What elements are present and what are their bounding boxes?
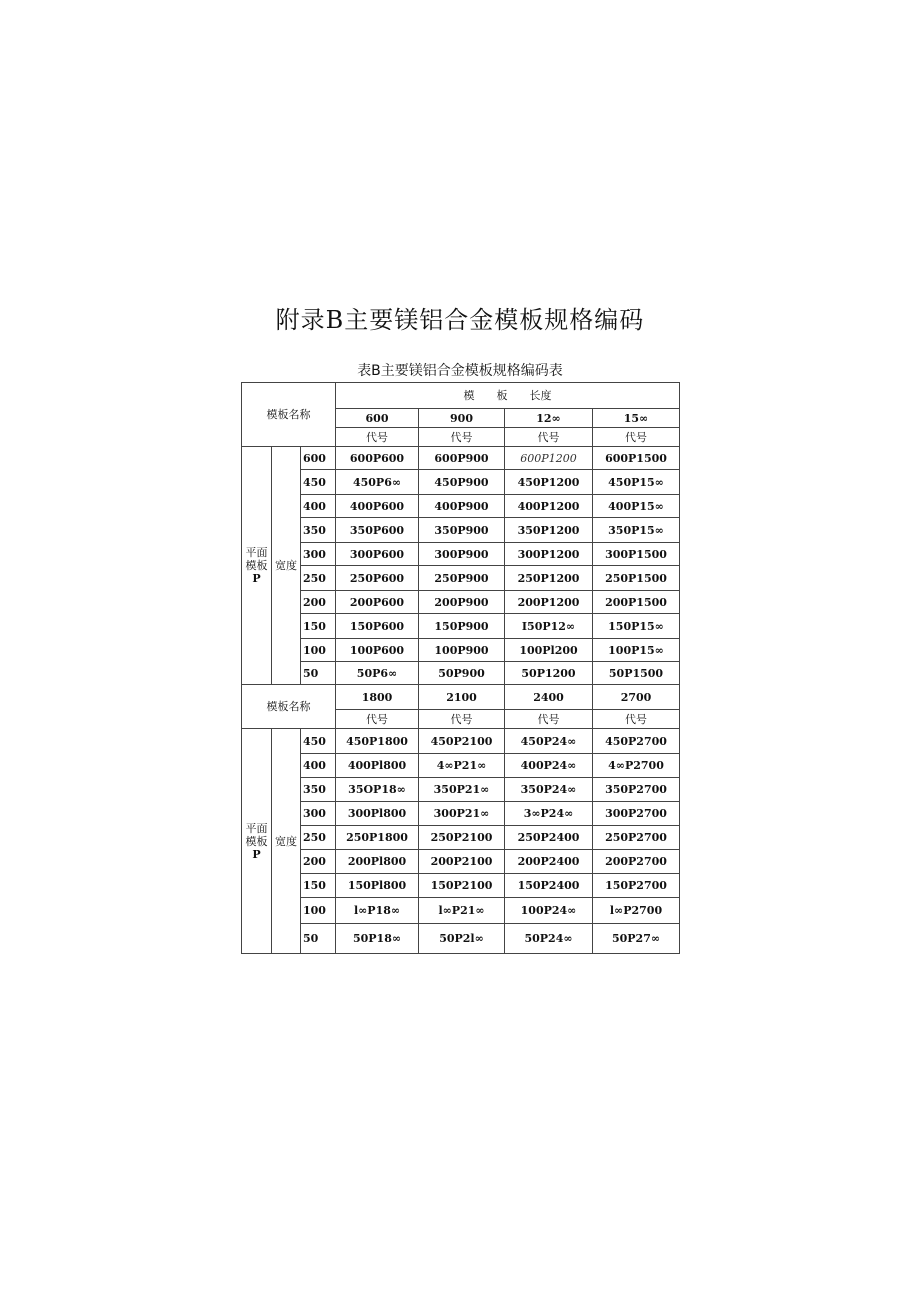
code-cell: 300P2700 [593,802,680,826]
code-cell: 350P2700 [593,778,680,802]
code-cell: 450P15∞ [593,470,680,495]
code-cell: 100P900 [419,639,505,662]
code-cell: 150P2100 [419,874,505,898]
code-cell: 150P2700 [593,874,680,898]
length-value: 2100 [419,685,505,710]
width-value: 250 [301,826,336,850]
width-value: 300 [301,543,336,566]
width-value: 150 [301,874,336,898]
category-line: 模板 [245,834,268,848]
code-label: 代号 [593,428,680,447]
code-cell: 35OP18∞ [336,778,419,802]
code-label: 代号 [505,428,593,447]
code-cell: 450P2100 [419,729,505,754]
code-cell: 250P2400 [505,826,593,850]
code-cell: 350P15∞ [593,518,680,543]
code-cell: 200P2400 [505,850,593,874]
table-row [242,639,680,662]
category-line: P [252,572,261,585]
code-cell: 450P24∞ [505,729,593,754]
spec-table [241,382,680,954]
table-row [242,754,680,778]
code-cell: 200P2100 [419,850,505,874]
table-row [242,850,680,874]
code-cell: 150Pl800 [336,874,419,898]
code-cell: 50P900 [419,662,505,685]
category-line: 平面 [245,546,268,559]
code-cell: 400Pl800 [336,754,419,778]
code-cell: 150P900 [419,614,505,639]
code-cell: 50P24∞ [505,924,593,954]
code-cell: 50P1200 [505,662,593,685]
spec-table-body [242,383,680,954]
code-cell: l∞P18∞ [336,898,419,924]
code-label: 代号 [419,710,505,729]
width-value: 100 [301,639,336,662]
code-cell: 200P1200 [505,591,593,614]
length-row [242,685,680,710]
category-cell [242,447,272,685]
category-cell [242,729,272,954]
table-row [242,566,680,591]
width-value: 300 [301,802,336,826]
table-caption: 表B主要镁铝合金模板规格编码表 [357,363,563,379]
width-value: 600 [301,447,336,470]
table-row [242,447,680,470]
name-header: 模板名称 [242,685,336,729]
code-cell: 600P1500 [593,447,680,470]
code-cell: 200Pl800 [336,850,419,874]
code-cell: 300P21∞ [419,802,505,826]
code-cell: 600P900 [419,447,505,470]
code-cell: 450P1200 [505,470,593,495]
width-value: 150 [301,614,336,639]
table-row [242,543,680,566]
code-cell: 400P24∞ [505,754,593,778]
code-cell: 250P2100 [419,826,505,850]
length-value: 2700 [593,685,680,710]
length-value: 1800 [336,685,419,710]
code-cell: 400P15∞ [593,495,680,518]
category-line: 平面 [245,821,268,835]
width-value: 450 [301,470,336,495]
table-row [242,874,680,898]
table-row [242,924,680,954]
code-cell: 150P15∞ [593,614,680,639]
code-cell: 400P900 [419,495,505,518]
width-value: 400 [301,495,336,518]
table-row [242,778,680,802]
length-value: 900 [419,409,505,428]
code-cell: 50P18∞ [336,924,419,954]
table-row [242,826,680,850]
length-value: 12∞ [505,409,593,428]
code-cell: 600P1200 [505,447,593,470]
code-cell: 50P2l∞ [419,924,505,954]
code-cell: 4∞P2700 [593,754,680,778]
code-cell: 250P600 [336,566,419,591]
code-cell: 4∞P21∞ [419,754,505,778]
table-row [242,470,680,495]
code-cell: 250P1500 [593,566,680,591]
code-cell: I50P12∞ [505,614,593,639]
code-cell: 50P1500 [593,662,680,685]
length-value: 15∞ [593,409,680,428]
code-label: 代号 [419,428,505,447]
code-cell: 3∞P24∞ [505,802,593,826]
code-cell: 100Pl200 [505,639,593,662]
code-label: 代号 [336,428,419,447]
code-cell: 200P1500 [593,591,680,614]
table-row [242,518,680,543]
page-title: 附录B主要镁铝合金模板规格编码 [275,306,645,334]
width-label: 宽度 [272,729,301,954]
code-cell: 200P600 [336,591,419,614]
table-row [242,802,680,826]
code-cell: 350P24∞ [505,778,593,802]
code-cell: 200P900 [419,591,505,614]
code-label: 代号 [593,710,680,729]
category-line: P [252,847,261,861]
code-cell: 350P600 [336,518,419,543]
length-header: 模 板 长度 [336,383,680,409]
code-cell: 300P1200 [505,543,593,566]
code-cell: 100P600 [336,639,419,662]
table-row [242,662,680,685]
code-cell: 300P600 [336,543,419,566]
code-label: 代号 [336,710,419,729]
code-cell: 250P2700 [593,826,680,850]
code-cell: 350P1200 [505,518,593,543]
code-cell: 350P21∞ [419,778,505,802]
code-cell: 300Pl800 [336,802,419,826]
length-value: 600 [336,409,419,428]
width-value: 400 [301,754,336,778]
code-cell: l∞P2700 [593,898,680,924]
length-value: 2400 [505,685,593,710]
code-cell: 450P900 [419,470,505,495]
width-value: 200 [301,850,336,874]
code-cell: 150P2400 [505,874,593,898]
width-value: 50 [301,924,336,954]
code-cell: 450P6∞ [336,470,419,495]
code-cell: 50P27∞ [593,924,680,954]
width-value: 350 [301,778,336,802]
code-cell: l∞P21∞ [419,898,505,924]
code-cell: 250P900 [419,566,505,591]
width-label: 宽度 [272,447,301,685]
width-value: 450 [301,729,336,754]
table-row [242,614,680,639]
code-cell: 50P6∞ [336,662,419,685]
code-cell: 100P24∞ [505,898,593,924]
name-header: 模板名称 [242,383,336,447]
code-cell: 450P1800 [336,729,419,754]
code-cell: 250P1200 [505,566,593,591]
width-value: 50 [301,662,336,685]
table-row [242,591,680,614]
table-row [242,495,680,518]
table-row [242,898,680,924]
code-cell: 150P600 [336,614,419,639]
code-cell: 450P2700 [593,729,680,754]
code-cell: 250P1800 [336,826,419,850]
code-cell: 100P15∞ [593,639,680,662]
width-value: 200 [301,591,336,614]
width-value: 350 [301,518,336,543]
code-label: 代号 [505,710,593,729]
code-cell: 300P900 [419,543,505,566]
width-value: 250 [301,566,336,591]
code-cell: 300P1500 [593,543,680,566]
code-cell: 350P900 [419,518,505,543]
table-row [242,729,680,754]
code-cell: 400P600 [336,495,419,518]
code-cell: 600P600 [336,447,419,470]
code-cell: 200P2700 [593,850,680,874]
category-line: 模板 [245,559,268,572]
width-value: 100 [301,898,336,924]
code-cell: 400P1200 [505,495,593,518]
